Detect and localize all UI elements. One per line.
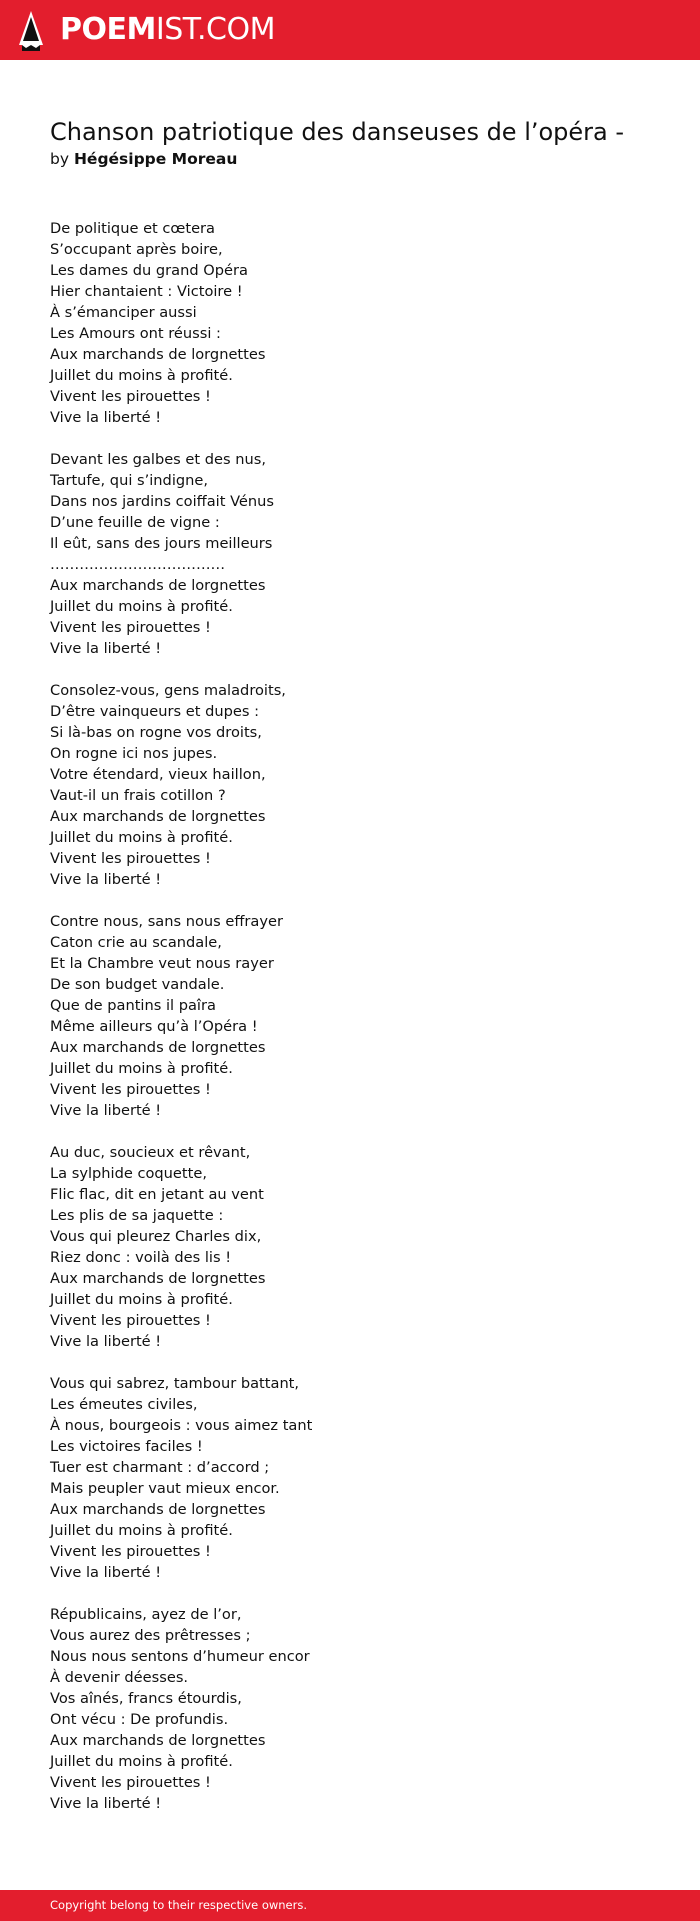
poem-line: ………………………………	[50, 556, 226, 573]
poem-line: Vive la liberté !	[50, 1102, 162, 1119]
poem-line: À devenir déesses.	[50, 1669, 189, 1686]
author-name: Hégésippe Moreau	[73, 150, 238, 168]
poem-line: Flic flac, dit en jetant au vent	[50, 1186, 264, 1203]
poem-line: Juillet du moins à profité.	[50, 1060, 233, 1077]
stanza	[50, 449, 670, 659]
poem-line: Aux marchands de lorgnettes	[50, 1732, 266, 1749]
site-footer	[0, 1890, 700, 1921]
poem-line: Vivent les pirouettes !	[50, 1543, 211, 1560]
poem-line: Dans nos jardins coiffait Vénus	[50, 493, 274, 510]
poem-line: Nous nous sentons d’humeur encor	[50, 1648, 310, 1665]
poem-line: Juillet du moins à profité.	[50, 1753, 233, 1770]
poem-line: Les victoires faciles !	[50, 1438, 203, 1455]
copyright-text: Copyright belong to their respective owners.	[50, 1898, 308, 1912]
poem-line: Juillet du moins à profité.	[50, 1522, 233, 1539]
byline	[50, 148, 670, 170]
poem-line: Et la Chambre veut nous rayer	[50, 955, 274, 972]
poem-line: À s’émanciper aussi	[50, 304, 197, 321]
poem-line: Tuer est charmant : d’accord ;	[50, 1459, 270, 1476]
poem-body	[50, 218, 670, 1835]
poem-line: Vive la liberté !	[50, 1564, 162, 1581]
quill-pen-icon[interactable]	[18, 10, 44, 52]
poem-line: Aux marchands de lorgnettes	[50, 1039, 266, 1056]
poem-line: Au duc, soucieux et rêvant,	[50, 1144, 251, 1161]
poem-line: Vive la liberté !	[50, 409, 162, 426]
poem-line: Les dames du grand Opéra	[50, 262, 248, 279]
poem-line: Juillet du moins à profité.	[50, 367, 233, 384]
poem-line: S’occupant après boire,	[50, 241, 223, 258]
site-header	[0, 0, 700, 60]
poem-line: Tartufe, qui s’indigne,	[50, 472, 209, 489]
poem-line: Aux marchands de lorgnettes	[50, 577, 266, 594]
poem-line: Hier chantaient : Victoire !	[50, 283, 243, 300]
poem-header	[50, 116, 670, 170]
stanza	[50, 1604, 670, 1814]
poem-line: À nous, bourgeois : vous aimez tant	[50, 1417, 313, 1434]
poem-line: Vivent les pirouettes !	[50, 619, 211, 636]
poem-line: Juillet du moins à profité.	[50, 598, 233, 615]
poem-line: Il eût, sans des jours meilleurs	[50, 535, 273, 552]
poem-line: Que de pantins il paîra	[50, 997, 216, 1014]
site-logo[interactable]	[60, 11, 275, 49]
stanza	[50, 1142, 670, 1352]
poem-line: Devant les galbes et des nus,	[50, 451, 266, 468]
poem-line: Vivent les pirouettes !	[50, 1774, 211, 1791]
poem-line: On rogne ici nos jupes.	[50, 745, 218, 762]
poem-line: Aux marchands de lorgnettes	[50, 346, 266, 363]
poem-line: Vivent les pirouettes !	[50, 388, 211, 405]
poem-line: Vivent les pirouettes !	[50, 1081, 211, 1098]
poem-line: Aux marchands de lorgnettes	[50, 1501, 266, 1518]
poem-line: Juillet du moins à profité.	[50, 829, 233, 846]
logo-light-text: IST.COM	[155, 12, 275, 47]
poem-line: Les émeutes civiles,	[50, 1396, 198, 1413]
logo-bold-text: POEM	[60, 12, 156, 47]
poem-line: Vos aînés, francs étourdis,	[50, 1690, 242, 1707]
poem-line: Riez donc : voilà des lis !	[50, 1249, 232, 1266]
poem-line: Vaut-il un frais cotillon ?	[50, 787, 226, 804]
poem-line: Si là-bas on rogne vos droits,	[50, 724, 262, 741]
poem-title: Chanson patriotique des danseuses de l’opéra -	[50, 118, 625, 146]
poem-line: Ont vécu : De profundis.	[50, 1711, 229, 1728]
poem-line: Vive la liberté !	[50, 1333, 162, 1350]
poem-line: Républicains, ayez de l’or,	[50, 1606, 242, 1623]
poem-line: De politique et cœtera	[50, 220, 215, 237]
poem-line: Vivent les pirouettes !	[50, 1312, 211, 1329]
poem-line: Caton crie au scandale,	[50, 934, 222, 951]
poem-line: Contre nous, sans nous effrayer	[50, 913, 283, 930]
poem-line: Aux marchands de lorgnettes	[50, 808, 266, 825]
poem-line: D’être vainqueurs et dupes :	[50, 703, 259, 720]
poem-line: Vive la liberté !	[50, 640, 162, 657]
poem-line: Vivent les pirouettes !	[50, 850, 211, 867]
byline-prefix: by	[50, 150, 70, 168]
poem-line: Juillet du moins à profité.	[50, 1291, 233, 1308]
stanza	[50, 680, 670, 890]
stanza	[50, 218, 670, 428]
poem-line: D’une feuille de vigne :	[50, 514, 220, 531]
poem-line: Mais peupler vaut mieux encor.	[50, 1480, 280, 1497]
poem-line: Vive la liberté !	[50, 871, 162, 888]
poem-line: Vous qui pleurez Charles dix,	[50, 1228, 262, 1245]
poem-line: Vive la liberté !	[50, 1795, 162, 1812]
poem-line: Vous qui sabrez, tambour battant,	[50, 1375, 300, 1392]
poem-line: Les Amours ont réussi :	[50, 325, 221, 342]
stanza	[50, 1373, 670, 1583]
poem-line: Votre étendard, vieux haillon,	[50, 766, 266, 783]
poem-line: Les plis de sa jaquette :	[50, 1207, 224, 1224]
poem-line: Aux marchands de lorgnettes	[50, 1270, 266, 1287]
stanza	[50, 911, 670, 1121]
poem-line: Même ailleurs qu’à l’Opéra !	[50, 1018, 258, 1035]
poem-line: Consolez-vous, gens maladroits,	[50, 682, 286, 699]
poem-line: La sylphide coquette,	[50, 1165, 207, 1182]
poem-line: De son budget vandale.	[50, 976, 225, 993]
poem-line: Vous aurez des prêtresses ;	[50, 1627, 251, 1644]
